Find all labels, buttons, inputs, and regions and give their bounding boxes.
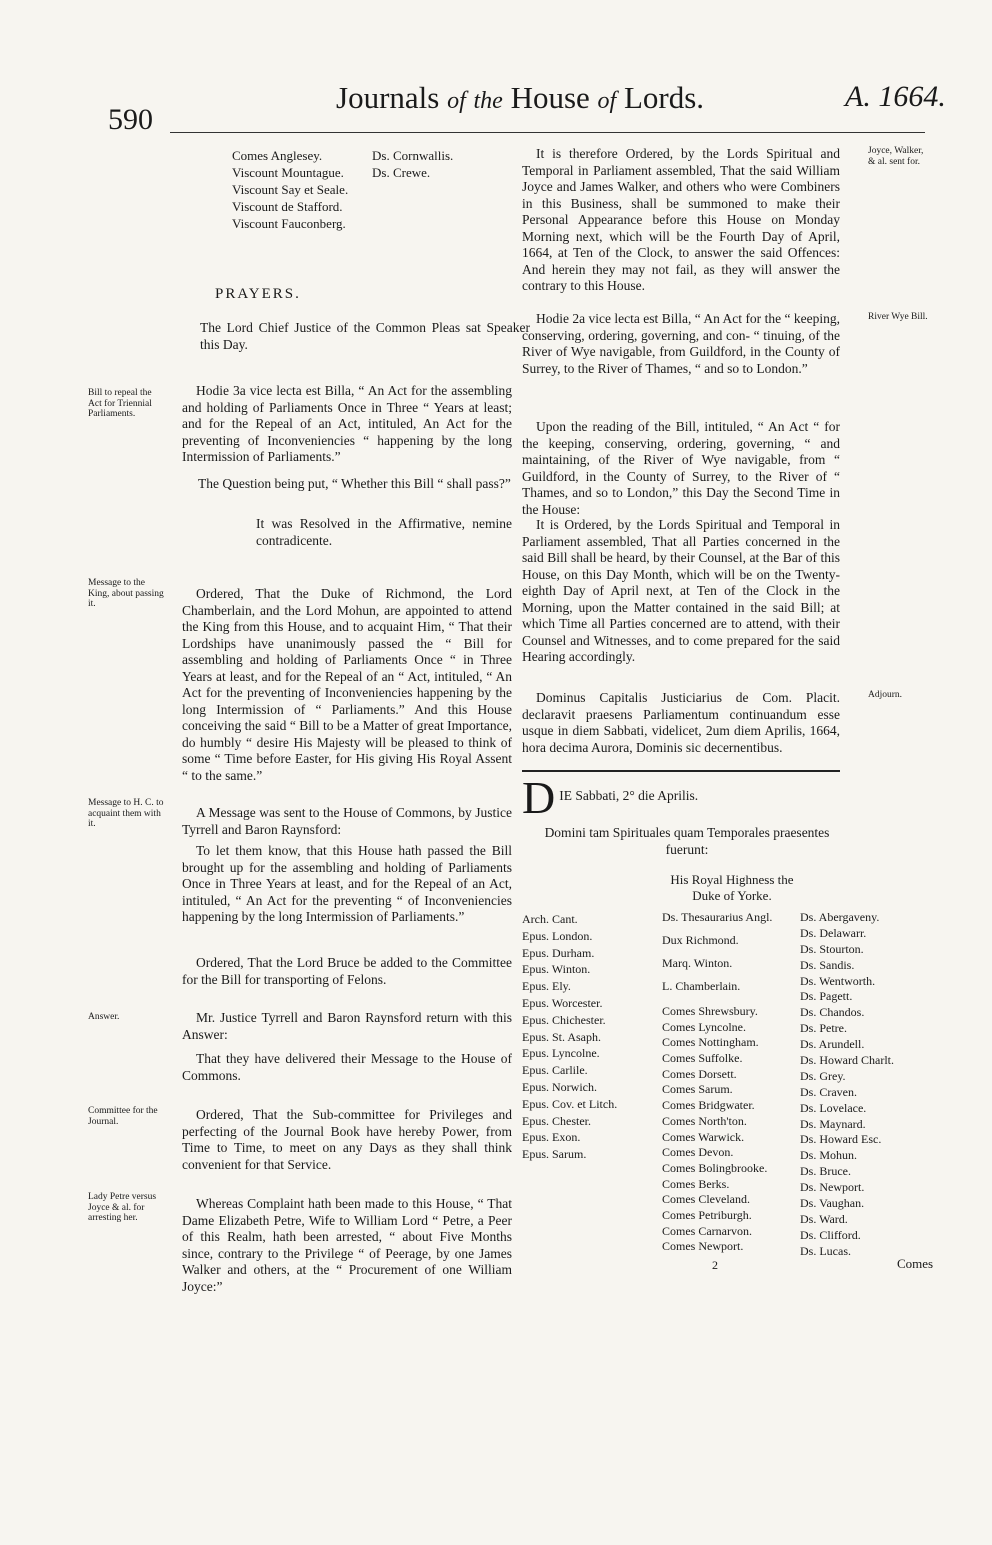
margin-note: Joyce, Walker, & al. sent for. [868,146,924,167]
ordered-parties-entry: It is Ordered, by the Lords Spiritual and Temporal in Parliament assembled, That all Parties concerned in the said Bill shall be heard, by their Counsel, at the Bar of this House, on this Day Month, which will be on the Twenty-eighth Day of April next, at Ten of the Clock in the Morning, upon the Matter contained in the said Bill; at which Time all Parties concerned are to attend, with their Counsel and Witnesses, and to come prepared for the said Hearing accordingly. [522,517,840,664]
list-item: Epus. Chichester. [522,1012,606,1027]
list-item: Ds. Abergaveny. [800,910,880,924]
whereas-entry: Whereas Complaint hath been made to this House, “ That Dame Elizabeth Petre, Wife to William Lord “ Petre, a Peer of this Realm, hath been arrested, “ about Five Months since, contrary to the Privilege “ of Peerage, by one James Walker and others, at the “ Procurement of one William Joyce:” [182,1196,512,1294]
list-item: Ds. Lucas. [800,1243,851,1258]
list-item: Ds. Pagett. [800,989,853,1004]
list-item: Ds. Arundell. [800,1037,865,1052]
page-number: 590 [108,103,153,136]
list-item: Viscount Mountague. [232,165,344,180]
list-item: Epus. Norwich. [522,1079,597,1094]
answer-entry: That they have delivered their Message to the House of Commons. [182,1051,512,1083]
list-item: Ds. Bruce. [800,1164,851,1179]
section-divider [522,770,840,772]
list-item: Dux Richmond. [662,933,739,947]
journal-entry: Ordered, That the Sub-committee for Privileges and perfecting of the Journal Book have hereby Power, from Time to Time, to meet on any Days as they shall think convenient for that Service. [182,1107,512,1172]
list-item: Epus. Chester. [522,1113,591,1128]
bill-reading-entry: Hodie 3a vice lecta est Billa, “ An Act for the assembling and holding of Parliaments Once in Three “ Years at least; and for the Repeal of an Act, intituled, An Act for the preventing of Inconveniencies “ happening by the long Intermission of Parliaments.” [182,383,512,464]
list-item: Epus. Ely. [522,979,571,994]
earls-list [662,1004,767,1255]
list-item: Comes Sarum. [662,1082,733,1097]
list-item: Comes Cleveland. [662,1192,750,1207]
bruce-entry: Ordered, That the Lord Bruce be added to the Committee for the Bill for transporting of Felons. [182,955,512,987]
officers-list [662,910,772,1002]
list-item: Comes Berks. [662,1176,730,1191]
list-item: Epus. Exon. [522,1130,581,1145]
list-item: Ds. Ward. [800,1211,848,1226]
list-item: Ds. Cornwallis. [372,148,454,163]
bishops-list [522,912,617,1164]
list-item: Ds. Grey. [800,1068,846,1083]
list-item: Ds. Clifford. [800,1227,861,1242]
margin-note: Lady Petre versus Joyce & al. for arresting her. [88,1192,157,1223]
list-item: Epus. Cov. et Litch. [522,1096,618,1111]
list-item: Marq. Winton. [662,956,733,970]
royal-highness: His Royal Highness the Duke of Yorke. [670,872,794,903]
list-item: Comes Lyncolne. [662,1019,746,1034]
attendance-list-left [232,147,348,232]
page-title: Journals of the House of Lords. [336,80,705,115]
list-item: Comes Bolingbrooke. [662,1160,768,1175]
year-heading: A. 1664. [845,80,946,113]
list-item: Ds. Sandis. [800,957,855,972]
attendance-list-right [372,147,453,181]
list-item: Epus. Worcester. [522,995,603,1010]
list-item: Comes Dorsett. [662,1066,737,1081]
list-item: Ds. Thesaurarius Angl. [662,910,773,924]
list-item: Ds. Chandos. [800,1005,865,1020]
list-item: Ds. Maynard. [800,1116,866,1131]
list-item: Epus. London. [522,928,593,943]
adjourn-entry: Dominus Capitalis Justiciarius de Com. Placit. declaravit praesens Parliamentum continuandum esse usque in diem Sabbati, videlicet, 2um diem Aprilis, 1664, hora decima Aurora, Dominis sic decernentibus. [522,690,840,755]
list-item: Comes Carnarvon. [662,1223,752,1238]
list-item: Ds. Newport. [800,1180,865,1195]
list-item: Epus. Carlile. [522,1063,588,1078]
list-item: Epus. Sarum. [522,1147,587,1162]
list-item: Comes Suffolke. [662,1051,743,1066]
list-item: Ds. Delawarr. [800,925,867,940]
list-item: Comes North'ton. [662,1113,747,1128]
list-item: Epus. Durham. [522,945,595,960]
list-item: Comes Newport. [662,1239,744,1254]
margin-note: Answer. [88,1012,120,1022]
list-item: Viscount de Stafford. [232,199,343,214]
list-item: Viscount Fauconberg. [232,216,346,231]
upon-reading-entry: Upon the reading of the Bill, intituled, “ An Act “ for the keeping, conserving, ordering, governing, “ and maintaining, of the River of Wye navigable, from “ Guildford, in the County of Surrey, to the River of “ Thames, and so to London,” this Day the Second Time in the House: [522,419,840,517]
list-item: Comes Anglesey. [232,148,323,163]
return-answer-entry: Mr. Justice Tyrrell and Baron Raynsford return with this Answer: [182,1010,512,1042]
ordered-joyce-entry: It is therefore Ordered, by the Lords Spiritual and Temporal in Parliament assembled, That the said William Joyce and James Walker, and others who were Combiners in this Business, shall be summoned to make their Personal Appearance before this House on Monday Morning next, which will be the Fourth Day of April, 1664, at Ten of the Clock, to answer the said Offences: And herein they may not fail, as they will answer the contrary to this House. [522,146,840,293]
barons-list [800,910,894,1260]
list-item: Comes Nottingham. [662,1035,759,1050]
margin-note: Committee for the Journal. [88,1106,158,1127]
list-item: Ds. Vaughan. [800,1196,865,1211]
date-heading: D IE Sabbati, 2° die Aprilis. [522,772,699,823]
list-item: Ds. Stourton. [800,941,864,956]
list-item: Epus. Lyncolne. [522,1046,600,1061]
margin-note: River Wye Bill. [868,312,928,322]
list-item: Ds. Howard Charlt. [800,1053,894,1068]
message-king-entry: Ordered, That the Duke of Richmond, the Lord Chamberlain, and the Lord Mohun, are appointed to attend the King from this House, and to acquaint Him, “ That their Lordships have unanimously passed the “ Bill for assembling and holding of Parliaments Once “ in Three Years at least, and for the Repeal of an “ Act, intituled, “ An Act for the preventing of Inconveniencies happening by the long Intermission of “ Parliaments.” And this House conceiving the said “ Bill to be a Matter of great Importance, do humbly “ desire His Majesty will be pleased to think of some “ Time before Easter, for His giving His Royal Assent “ to the same.” [182,586,512,783]
list-item: Comes Shrewsbury. [662,1004,758,1018]
margin-note: Message to the King, about passing it. [88,578,164,609]
domini-line: Domini tam Spirituales quam Temporales praesentes fuerunt: [544,825,830,857]
list-item: Ds. Wentworth. [800,973,876,988]
signature-mark: 2 [712,1258,718,1272]
message-commons-entry: A Message was sent to the House of Commons, by Justice Tyrrell and Baron Raynsford: [182,805,512,837]
list-item: Comes Warwick. [662,1129,745,1144]
list-item: Comes Devon. [662,1145,734,1160]
list-item: Ds. Petre. [800,1021,847,1036]
list-item: Viscount Say et Seale. [232,182,349,197]
margin-note: Bill to repeal the Act for Triennial Parliaments. [88,388,152,419]
header-rule [170,132,925,133]
list-item: Comes Petriburgh. [662,1207,752,1222]
list-item: Ds. Mohun. [800,1148,858,1163]
speaker-entry: The Lord Chief Justice of the Common Pleas sat Speaker this Day. [200,320,530,352]
list-item: Epus. St. Asaph. [522,1029,602,1044]
let-them-know-entry: To let them know, that this House hath passed the Bill brought up for the assembling and holding of Parliaments Once in Three Years at least, and for the Repeal of an Act, intituled, “ An Act for the preventing “ of Inconveniencies happening by the long Intermission of Parliaments.” [182,843,512,924]
list-item: Arch. Cant. [522,912,578,926]
prayers-heading: PRAYERS. [215,286,301,302]
list-item: Ds. Crewe. [372,165,431,180]
list-item: Epus. Winton. [522,962,591,977]
margin-note: Adjourn. [868,690,903,700]
list-item: Comes Bridgwater. [662,1098,755,1113]
catchword: Comes [897,1256,934,1271]
list-item: L. Chamberlain. [662,979,741,993]
resolved-entry: It was Resolved in the Affirmative, nemine contradicente. [256,516,512,548]
margin-note: Message to H. C. to acquaint them with it. [88,798,164,829]
list-item: Ds. Craven. [800,1084,857,1099]
question-entry: The Question being put, “ Whether this Bill “ shall pass?” [198,476,511,491]
list-item: Ds. Lovelace. [800,1100,867,1115]
list-item: Ds. Howard Esc. [800,1132,882,1147]
wye-bill-entry: Hodie 2a vice lecta est Billa, “ An Act for the “ keeping, conserving, ordering, governing, and con- “ tinuing, of the River of Wye navigable, from Guildford, in the County of Surrey, to the River of Thames, “ and so to London.” [522,311,840,376]
